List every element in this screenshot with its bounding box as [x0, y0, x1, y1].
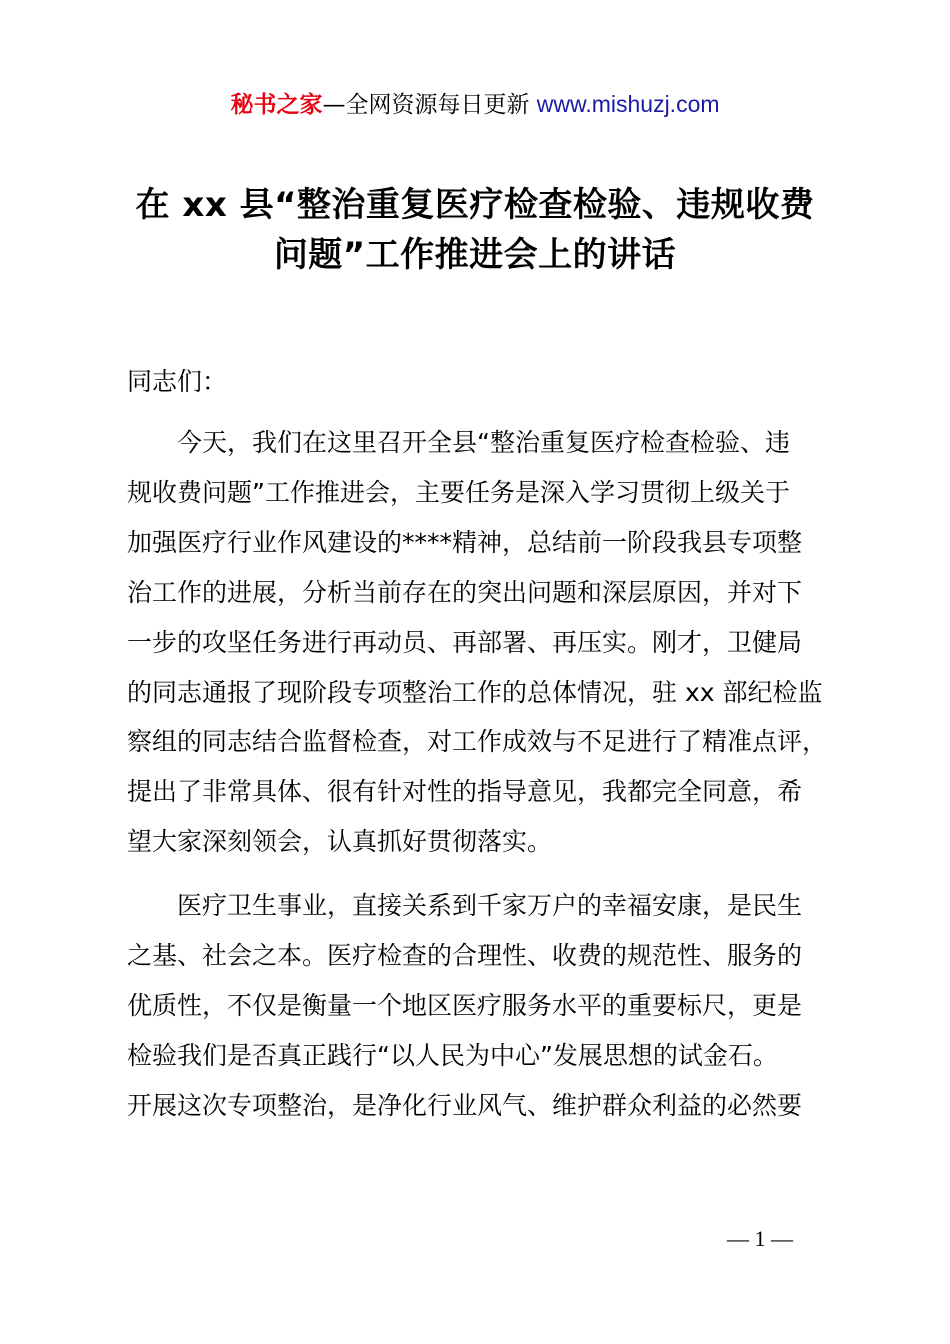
brand-name: 秘书之家	[230, 92, 323, 118]
paragraph-line: 优质性，不仅是衡量一个地区医疗服务水平的重要标尺，更是	[127, 990, 803, 1020]
site-url-link[interactable]: www.mishuzj.com	[536, 91, 720, 117]
paragraph-line: 一步的攻坚任务进行再动员、再部署、再压实。刚才，卫健局	[127, 627, 803, 657]
paragraph-line: 治工作的进展，分析当前存在的突出问题和深层原因，并对下	[127, 577, 803, 607]
paragraph-1	[127, 418, 857, 867]
paragraph-line: 规收费问题”工作推进会，主要任务是深入学习贯彻上级关于	[127, 477, 790, 507]
paragraph-line: 加强医疗行业作风建设的****精神，总结前一阶段我县专项整	[127, 527, 803, 557]
paragraph-line: 的同志通报了现阶段专项整治工作的总体情况，驻 xx 部纪检监	[127, 677, 823, 707]
paragraph-2	[127, 881, 857, 1131]
document-title	[70, 180, 880, 280]
paragraph-line: 之基、社会之本。医疗检查的合理性、收费的规范性、服务的	[127, 940, 803, 970]
paragraph-line: 提出了非常具体、很有针对性的指导意见，我都完全同意，希	[127, 777, 803, 807]
paragraph-line: 医疗卫生事业，直接关系到千家万户的幸福安康，是民生	[177, 891, 803, 920]
header-tagline: —全网资源每日更新	[322, 92, 537, 118]
paragraph-line: 今天，我们在这里召开全县“整治重复医疗检查检验、违	[177, 428, 790, 457]
paragraph-line: 检验我们是否真正践行“以人民为中心”发展思想的试金石。	[127, 1040, 778, 1070]
paragraph-line: 开展这次专项整治，是净化行业风气、维护群众利益的必然要	[127, 1090, 803, 1120]
title-line-1: 在 xx 县“整治重复医疗检查检验、违规收费	[135, 185, 815, 225]
paragraph-line: 察组的同志结合监督检查，对工作成效与不足进行了精准点评，	[127, 727, 828, 757]
salutation: 同志们：	[127, 367, 228, 396]
page-number: — 1 —	[727, 1226, 793, 1251]
title-line-2: 问题”工作推进会上的讲话	[273, 235, 677, 275]
site-header	[0, 86, 950, 123]
paragraph-line: 望大家深刻领会，认真抓好贯彻落实。	[127, 827, 553, 857]
